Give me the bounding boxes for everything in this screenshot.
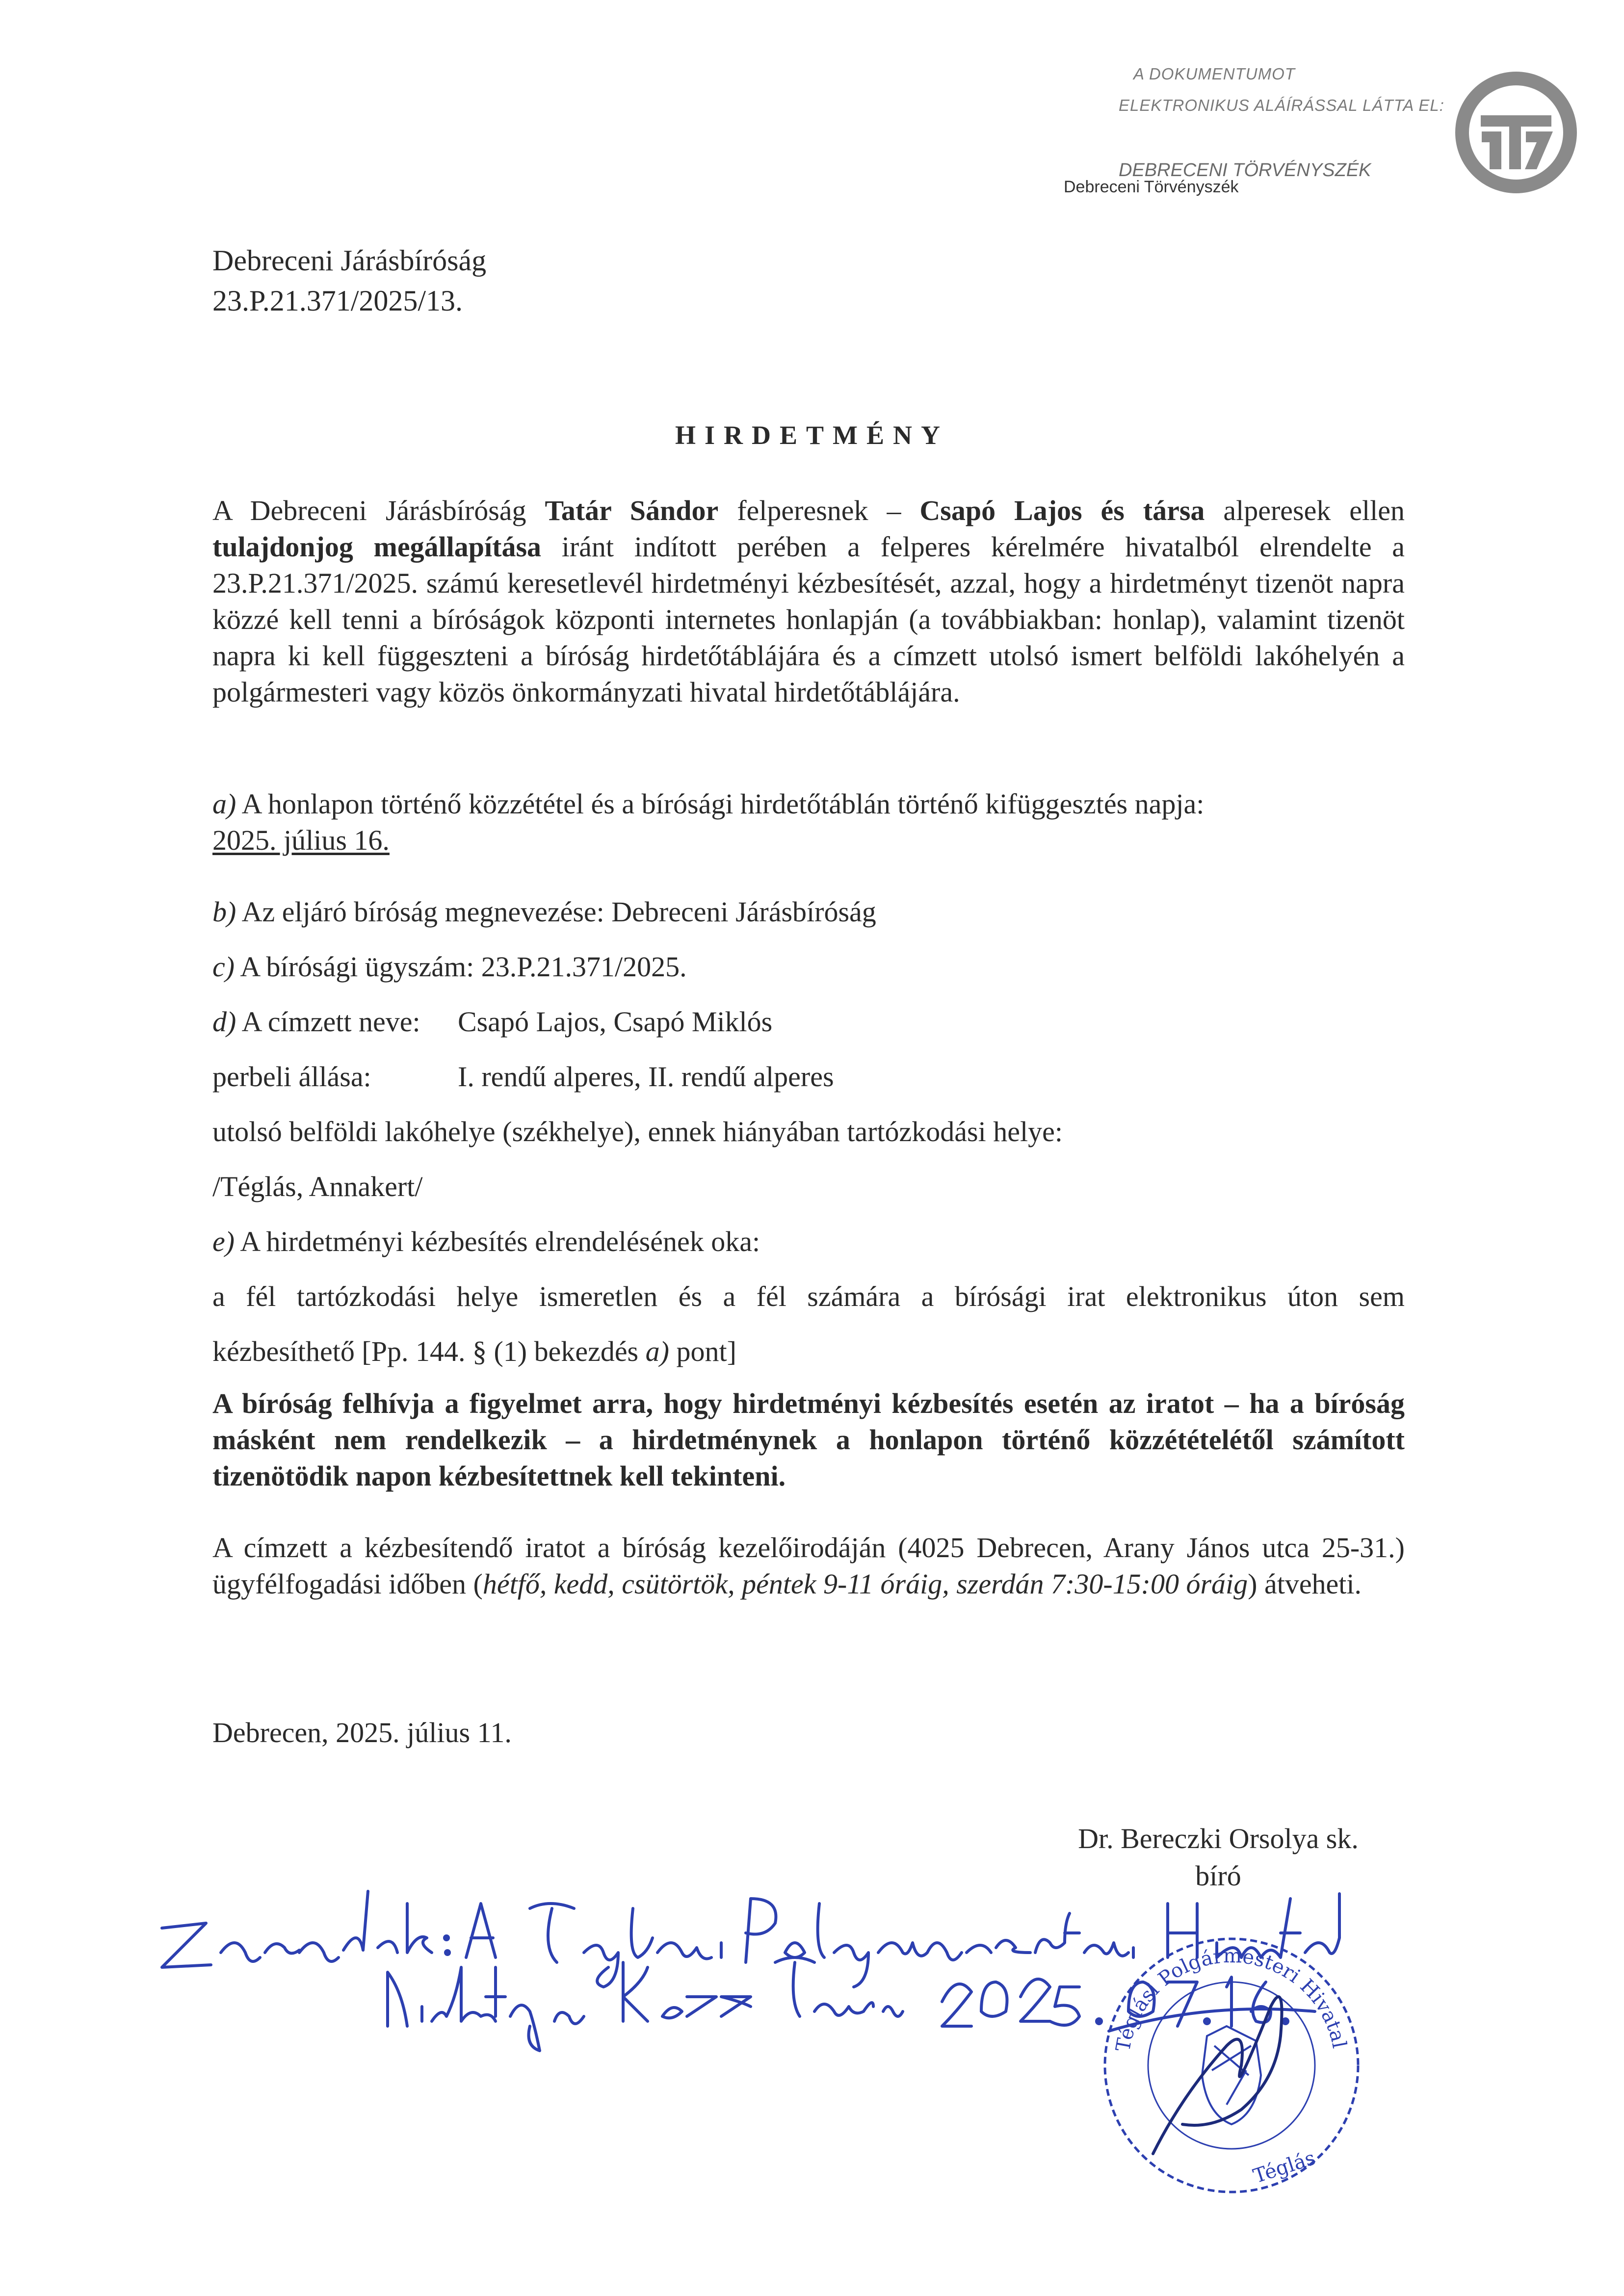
item-c-letter: c)	[212, 951, 235, 983]
case-subject: tulajdonjog megállapítása	[212, 531, 542, 563]
signer-role: bíró	[1195, 1860, 1241, 1892]
residence-value: /Téglás, Annakert/	[212, 1171, 423, 1202]
court-logo-icon	[1452, 69, 1580, 196]
municipal-seal-icon	[1094, 1928, 1369, 2203]
item-d-status-row	[212, 1059, 1405, 1095]
residence-label: utolsó belföldi lakóhelye (székhelye), ennek hiányában tartózkodási helye:	[212, 1116, 1063, 1148]
court-name: Debreceni Járásbíróság	[212, 244, 487, 277]
item-a-letter: a)	[212, 788, 236, 820]
office-hours: hétfő, kedd, csütörtök, péntek 9-11 óráig, szerdán 7:30-15:00 óráig	[482, 1568, 1248, 1600]
recipient-status-label: perbeli állása:	[212, 1061, 371, 1093]
item-e-label: A hirdetményi kézbesítés elrendelésének oka:	[235, 1226, 760, 1257]
svg-text:Téglási Polgármesteri Hivatal: Téglási Polgármesteri Hivatal	[1111, 1944, 1351, 2054]
pickup-text-2: ) átveheti.	[1248, 1568, 1362, 1600]
intro-paragraph	[212, 493, 1405, 710]
publication-date: 2025. július 16.	[212, 824, 390, 856]
reason-text-b: a)	[645, 1335, 669, 1367]
esig-line-3: DEBRECENI TÖRVÉNYSZÉK	[1119, 160, 1371, 181]
reason-text-a: kézbesíthető [Pp. 144. § (1) bekezdés	[212, 1335, 646, 1367]
defendants-name: Csapó Lajos és társa	[919, 495, 1205, 526]
intro-text-1: A Debreceni Járásbíróság	[212, 495, 545, 526]
reason-line-2	[212, 1333, 1405, 1370]
signer-name: Dr. Bereczki Orsolya sk.	[1078, 1823, 1359, 1854]
svg-text:Téglás: Téglás	[1250, 2146, 1318, 2188]
electronic-signature-stamp	[1064, 59, 1599, 216]
intro-text-4: iránt indított perében a felperes kérelmére hivatalból elrendelte a 23.P.21.371/2025. számú keresetlevél hirdetményi kézbesítését, azzal, hogy a hirdetményt tizenöt napra közzé kell tenni a bíróságok központi internetes honlapján (a továbbiakban: honlap), valamint tizenöt napra ki kell függeszteni a bíróság hirdetőtáblájára és a címzett utolsó ismert belföldi lakóhelyén a polgármesteri vagy közös önkormányzati hivatal hirdetőtáblájára.	[212, 531, 1405, 708]
item-a-text: A honlapon történő közzététel és a bírósági hirdetőtáblán történő kifüggesztés napja:	[236, 788, 1205, 820]
item-d-letter: d)	[212, 1006, 236, 1038]
item-d-name-row	[212, 1004, 1405, 1040]
item-b-text: Az eljáró bíróság megnevezése: Debreceni Járásbíróság	[236, 896, 876, 928]
recipient-name-label: A címzett neve:	[236, 1006, 420, 1038]
pickup-text-1: A címzett a kézbesítendő iratot a bíróság kezelőirodáján (4025 Debrecen, Arany János utca 25-31.) ügyfélfogadási időben (	[212, 1532, 1405, 1600]
recipient-status: I. rendű alperes, II. rendű alperes	[458, 1061, 834, 1093]
reason-line-1: a fél tartózkodási helye ismeretlen és a fél számára a bírósági irat elektronikus úton sem	[212, 1280, 1405, 1312]
case-reference: 23.P.21.371/2025/13.	[212, 285, 463, 317]
intro-text-3: alperesek ellen	[1205, 495, 1405, 526]
item-c-text: A bírósági ügyszám: 23.P.21.371/2025.	[235, 951, 687, 983]
intro-text-2: felperesnek –	[718, 495, 920, 526]
item-a	[212, 786, 1405, 859]
signature-block	[1051, 1820, 1385, 1895]
reason-text-c: pont]	[669, 1335, 736, 1367]
handwritten-note-image	[0, 1854, 1624, 2296]
pickup-paragraph	[212, 1530, 1405, 1602]
esig-line-1: A DOKUMENTUMOT	[1133, 65, 1295, 83]
recipient-name: Csapó Lajos, Csapó Miklós	[458, 1006, 773, 1038]
warning-paragraph: A bíróság felhívja a figyelmet arra, hogy hirdetményi kézbesítés esetén az iratot – ha a bíróság másként nem rendelkezik – a hirdetménynek a honlapon történő közzétételétől számított tizenötödik napon kézbesítettnek kell tekinteni.	[212, 1387, 1405, 1492]
item-b	[212, 894, 1405, 930]
document-title: HIRDETMÉNY	[675, 420, 949, 450]
document-header	[212, 240, 486, 321]
esig-line-2: ELEKTRONIKUS ALÁÍRÁSSAL LÁTTA EL:	[1119, 96, 1444, 114]
item-b-letter: b)	[212, 896, 236, 928]
plaintiff-name: Tatár Sándor	[545, 495, 719, 526]
esig-line-4: Debreceni Törvényszék	[1064, 178, 1239, 196]
place-and-date: Debrecen, 2025. július 11.	[212, 1717, 512, 1748]
item-c	[212, 949, 1405, 985]
item-e	[212, 1224, 1405, 1260]
item-e-letter: e)	[212, 1226, 235, 1257]
